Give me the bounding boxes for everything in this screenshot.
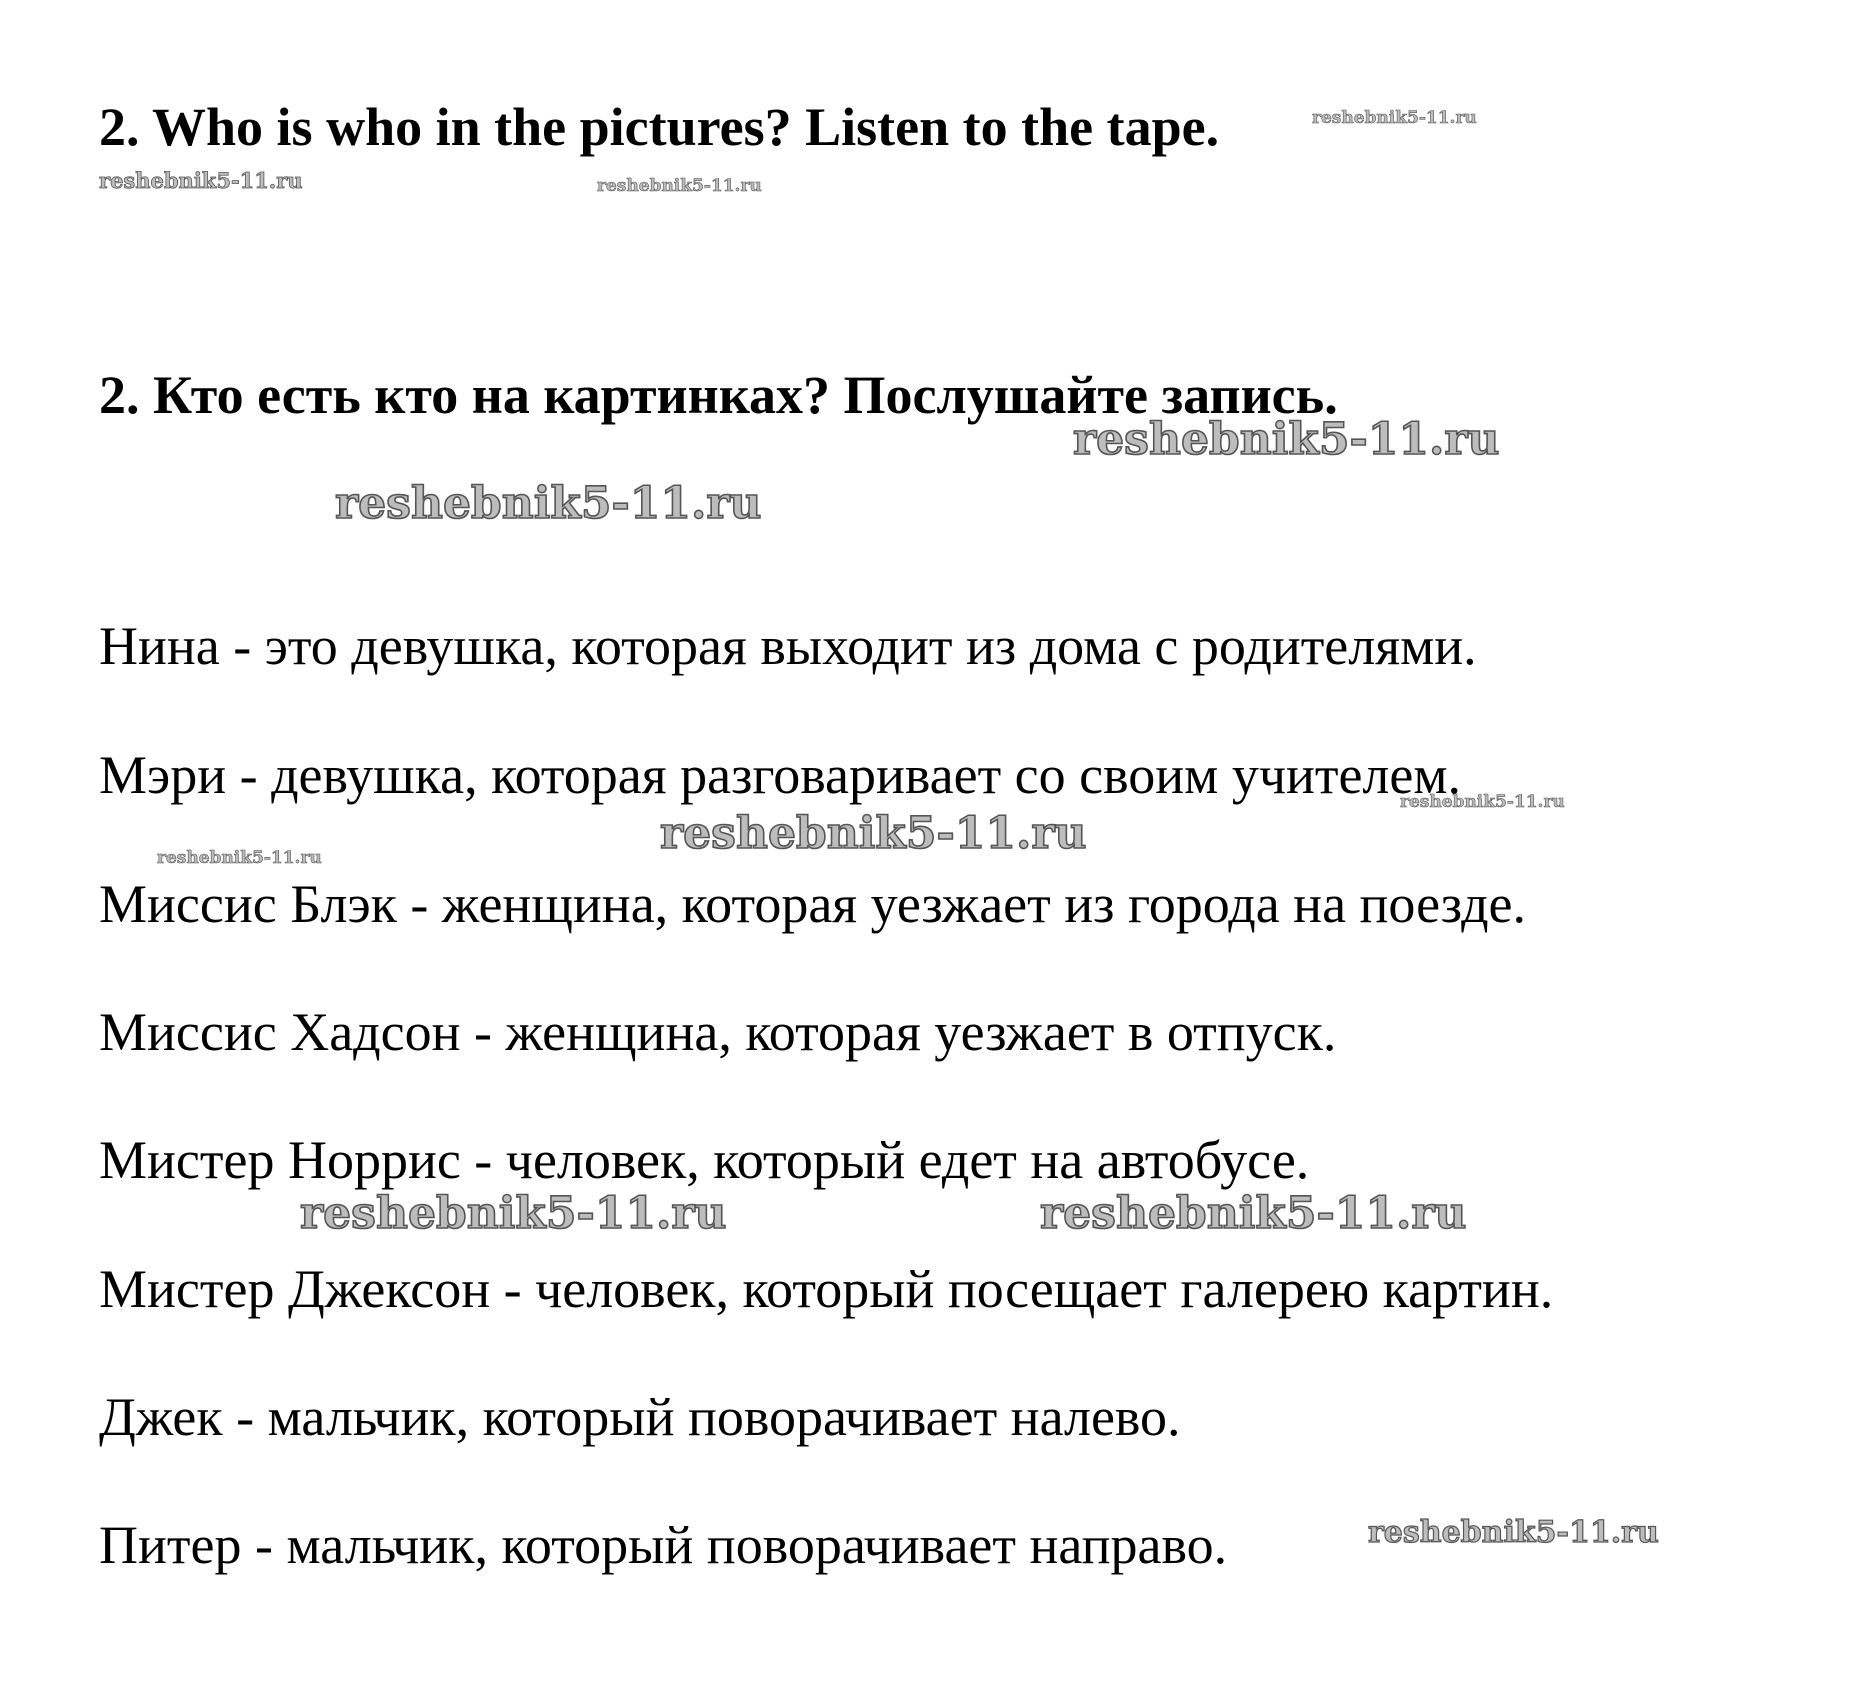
answer-line-mr-norris: Мистер Норрис - человек, который едет на автобусе.	[99, 1130, 1310, 1190]
watermark: reshebnik5-11.ru	[597, 176, 762, 196]
answer-line-peter: Питер - мальчик, который поворачивает направо.	[99, 1515, 1228, 1575]
answer-line-mr-jackson: Мистер Джексон - человек, который посещает галерею картин.	[99, 1259, 1554, 1319]
answer-line-jack: Джек - мальчик, который поворачивает налево.	[99, 1387, 1181, 1447]
watermark: reshebnik5-11.ru	[99, 168, 303, 193]
answer-line-mrs-black: Миссис Блэк - женщина, которая уезжает из города на поезде.	[99, 874, 1527, 934]
exercise-title-russian: 2. Кто есть кто на картинках? Послушайте запись.	[99, 365, 1338, 425]
watermark: reshebnik5-11.ru	[1400, 792, 1565, 812]
answer-line-nina: Нина - это девушка, которая выходит из дома с родителями.	[99, 616, 1477, 676]
watermark: reshebnik5-11.ru	[300, 1188, 727, 1239]
watermark: reshebnik5-11.ru	[157, 848, 322, 868]
watermark: reshebnik5-11.ru	[1073, 414, 1500, 465]
exercise-title-english: 2. Who is who in the pictures? Listen to the tape.	[99, 97, 1220, 157]
answer-line-mrs-hudson: Миссис Хадсон - женщина, которая уезжает в отпуск.	[99, 1002, 1337, 1062]
watermark: reshebnik5-11.ru	[335, 478, 762, 529]
watermark: reshebnik5-11.ru	[1040, 1188, 1467, 1239]
watermark: reshebnik5-11.ru	[660, 808, 1087, 859]
watermark: reshebnik5-11.ru	[1368, 1515, 1659, 1550]
watermark: reshebnik5-11.ru	[1312, 108, 1477, 128]
answer-line-mary: Мэри - девушка, которая разговаривает со своим учителем.	[99, 745, 1462, 805]
